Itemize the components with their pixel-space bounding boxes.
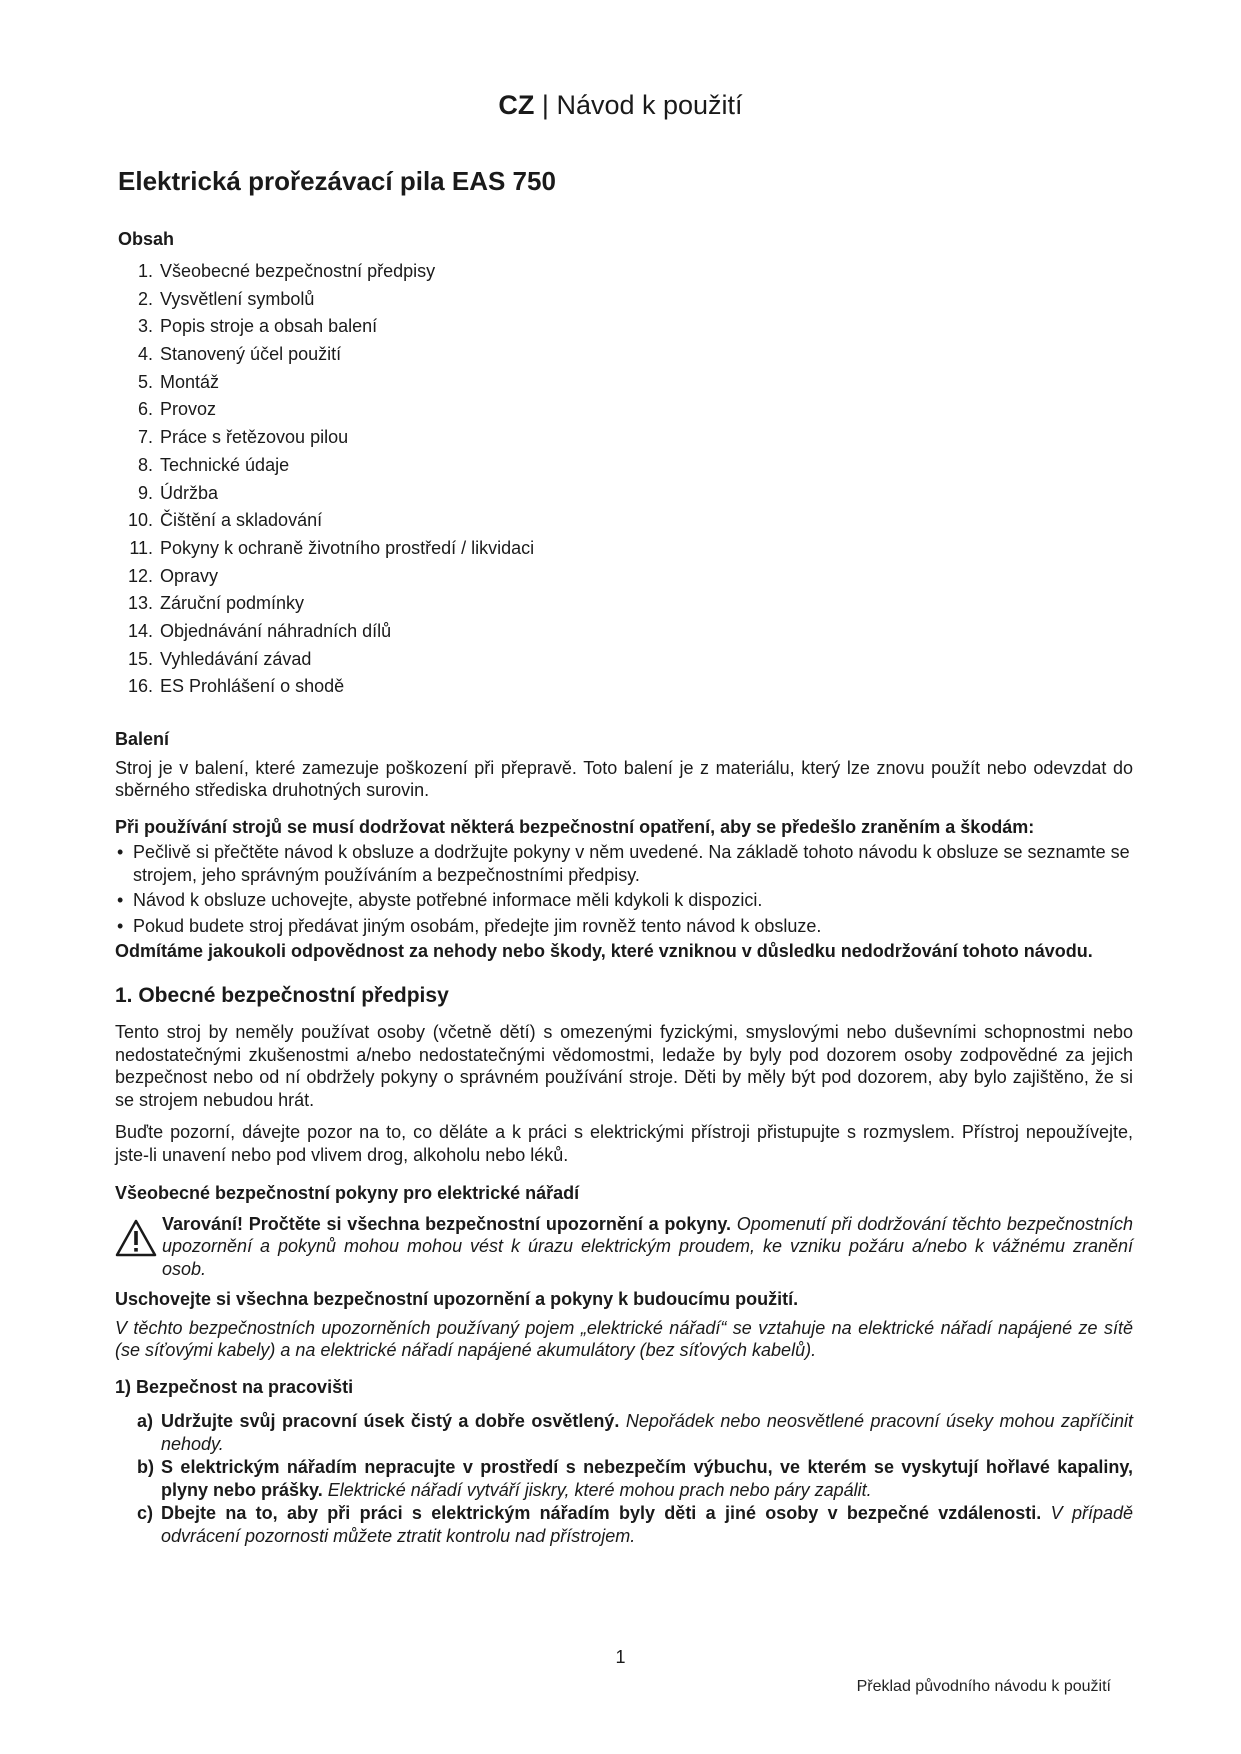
item-italic-text: V případě odvrácení pozornosti můžete ztratit kontrolu nad přístrojem. (161, 1503, 1133, 1546)
document-title: Elektrická prořezávací pila EAS 750 (118, 166, 556, 196)
item-bold-text: S elektrickým nářadím nepracujte v prostředí s nebezpečím výbuchu, ve kterém se vyskytují hořlavé kapaliny, plyny nebo prášky. (161, 1457, 1133, 1500)
toc-item (113, 618, 534, 646)
toc-item-label: Vyhledávání závad (160, 648, 312, 669)
toc-item-number: 2. (137, 288, 153, 309)
toc-item-number: 9. (137, 482, 153, 503)
safety-bullet-list (115, 841, 1133, 937)
language-code: CZ (498, 90, 535, 120)
toc-item (113, 452, 534, 480)
toc-item (113, 396, 534, 424)
header-title: Návod k použití (556, 90, 743, 120)
toc-item-label: Záruční podmínky (160, 593, 305, 614)
toc-item-number: 16. (127, 676, 153, 697)
section-1-para-1: Tento stroj by neměly používat osoby (včetně dětí) s omezenými fyzickými, smyslovými nebo duševními schopnostmi nebo nedostatečnými zkušenostmi a/nebo nedostatečnými vědomostmi, ledaže by byly pod dozorem osoby zodpovědné za jejich bezpečnost nebo od ní obdržely pokyny o správném používání stroje. Děti by měly být pod dozorem, aby bylo zajištěno, že si se strojem nebudou hrát. (115, 1022, 1133, 1110)
safety-bullet-item: • Návod k obsluze uchovejte, abyste potřebné informace měli kdykoli k dispozici. (115, 889, 1133, 912)
toc-item (113, 424, 534, 452)
toc-item-number: 7. (137, 427, 153, 448)
disclaimer-text: Odmítáme jakoukoli odpovědnost za nehody nebo škody, které vzniknou v důsledku nedodržování tohoto návodu. (115, 941, 1093, 961)
item-bold-text: Dbejte na to, aby při práci s elektrickým nářadím byly děti a jiné osoby v bezpečné vzdálenosti. (161, 1503, 1042, 1523)
toc-item-label: Stanovený účel použití (160, 344, 342, 365)
packaging-heading: Balení (115, 729, 170, 749)
workplace-safety-list (137, 1410, 1133, 1547)
toc-item (113, 507, 534, 535)
main-content (115, 728, 1133, 1548)
section-1-title: 1. Obecné bezpečnostní předpisy (115, 983, 449, 1007)
toc-item (113, 563, 534, 591)
toc-item-number: 6. (137, 399, 153, 420)
power-tool-definition: V těchto bezpečnostních upozorněních používaný pojem „elektrické nářadí“ se vztahuje na elektrické nářadí napájené ze sítě (se síťovými kabely) a na elektrické nářadí napájené akumulátory (bez síťových kabelů). (115, 1317, 1133, 1360)
toc-item (113, 313, 534, 341)
item-label: c) (137, 1503, 154, 1523)
toc-item (113, 480, 534, 508)
toc-item-label: Vysvětlení symbolů (160, 288, 315, 309)
workplace-safety-item (137, 1410, 1133, 1455)
item-italic-text: Elektrické nářadí vytváří jiskry, které mohou prach nebo páry zapálit. (327, 1479, 872, 1500)
toc-item (113, 590, 534, 618)
toc-item-number: 12. (127, 565, 153, 586)
item-label: b) (137, 1457, 154, 1477)
toc-item-number: 10. (127, 510, 153, 531)
toc-item-number: 1. (137, 261, 153, 281)
safety-bullet-item: • Pokud budete stroj předávat jiným osobám, předejte jim rovněž tento návod k obsluze. (115, 915, 1133, 938)
toc-item-label: Popis stroje a obsah balení (160, 316, 378, 337)
workplace-safety-heading: 1) Bezpečnost na pracovišti (115, 1376, 354, 1397)
toc-item (113, 535, 534, 563)
safety-bullet-item: • Pečlivě si přečtěte návod k obsluze a dodržujte pokyny v něm uvedené. Na základě tohoto návodu k obsluze se seznamte se strojem, jeho správným používáním a bezpečnostními předpisy. (115, 841, 1133, 886)
toc-item (113, 369, 534, 397)
toc-item-number: 11. (129, 537, 153, 558)
table-of-contents (113, 258, 534, 701)
item-label: a) (137, 1411, 154, 1431)
page-number: 1 (615, 1647, 626, 1667)
warning-block (115, 1213, 1133, 1281)
safety-intro-heading: Při používání strojů se musí dodržovat některá bezpečnostní opatření, aby se předešlo zraněním a škodám: (115, 816, 1035, 837)
toc-item-number: 4. (137, 344, 153, 365)
toc-item-label: Práce s řetězovou pilou (160, 427, 349, 448)
toc-item (113, 258, 534, 286)
warning-bold-text: Varování! Pročtěte si všechna bezpečnostní upozornění a pokyny. (162, 1213, 732, 1234)
workplace-safety-item (137, 1502, 1133, 1547)
toc-item-number: 3. (137, 316, 153, 337)
warning-triangle-icon (115, 1219, 157, 1257)
item-italic-text: Nepořádek nebo neosvětlené pracovní úseky mohou zapříčinit nehody. (161, 1411, 1133, 1454)
toc-item-number: 5. (137, 371, 153, 392)
toc-item-label: Objednávání náhradních dílů (160, 620, 392, 641)
toc-item (113, 646, 534, 674)
toc-item-label: Technické údaje (160, 454, 290, 475)
toc-item-number: 15. (127, 648, 153, 669)
toc-item (113, 673, 534, 701)
workplace-safety-item (137, 1456, 1133, 1501)
warning-italic-text: Opomenutí při dodržování těchto bezpečnostních upozornění a pokynů mohou mohou vést k úrazu elektrickým proudem, ke vzniku požáru a/nebo k vážnému zranění osob. (162, 1213, 1133, 1279)
toc-item-number: 14. (127, 620, 153, 641)
page-header (0, 90, 1241, 121)
toc-item-number: 13. (127, 593, 153, 614)
toc-item-label: Údržba (160, 482, 219, 503)
general-safety-heading: Všeobecné bezpečnostní pokyny pro elektrické nářadí (115, 1183, 580, 1203)
toc-item-number: 8. (137, 454, 153, 475)
keep-instructions-heading: Uschovejte si všechna bezpečnostní upozornění a pokyny k budoucímu použití. (115, 1289, 799, 1309)
toc-heading: Obsah (118, 229, 175, 249)
toc-item-label: Montáž (160, 371, 220, 392)
toc-item-label: Opravy (160, 565, 219, 586)
header-separator: | (534, 90, 557, 120)
item-bold-text: Udržujte svůj pracovní úsek čistý a dobře osvětlený. (161, 1411, 620, 1431)
toc-item-label: Provoz (160, 399, 217, 420)
toc-item (113, 286, 534, 314)
toc-item-label: ES Prohlášení o shodě (160, 676, 345, 697)
section-1-para-2: Buďte pozorní, dávejte pozor na to, co děláte a k práci s elektrickými přístroji přistupujte s rozmyslem. Přístroj nepoužívejte, jste-li unavení nebo pod vlivem drog, alkoholu nebo léků. (115, 1122, 1133, 1165)
footer-note: Překlad původního návodu k použití (856, 1678, 1111, 1695)
toc-item (113, 341, 534, 369)
packaging-text: Stroj je v balení, které zamezuje poškození při přepravě. Toto balení je z materiálu, který lze znovu použít nebo odevzdat do sběrného střediska druhotných surovin. (115, 757, 1133, 800)
toc-item-label: Čištění a skladování (160, 510, 323, 531)
toc-item-label: Pokyny k ochraně životního prostředí / likvidaci (160, 537, 535, 558)
toc-item-label: Všeobecné bezpečnostní předpisy (160, 261, 436, 281)
